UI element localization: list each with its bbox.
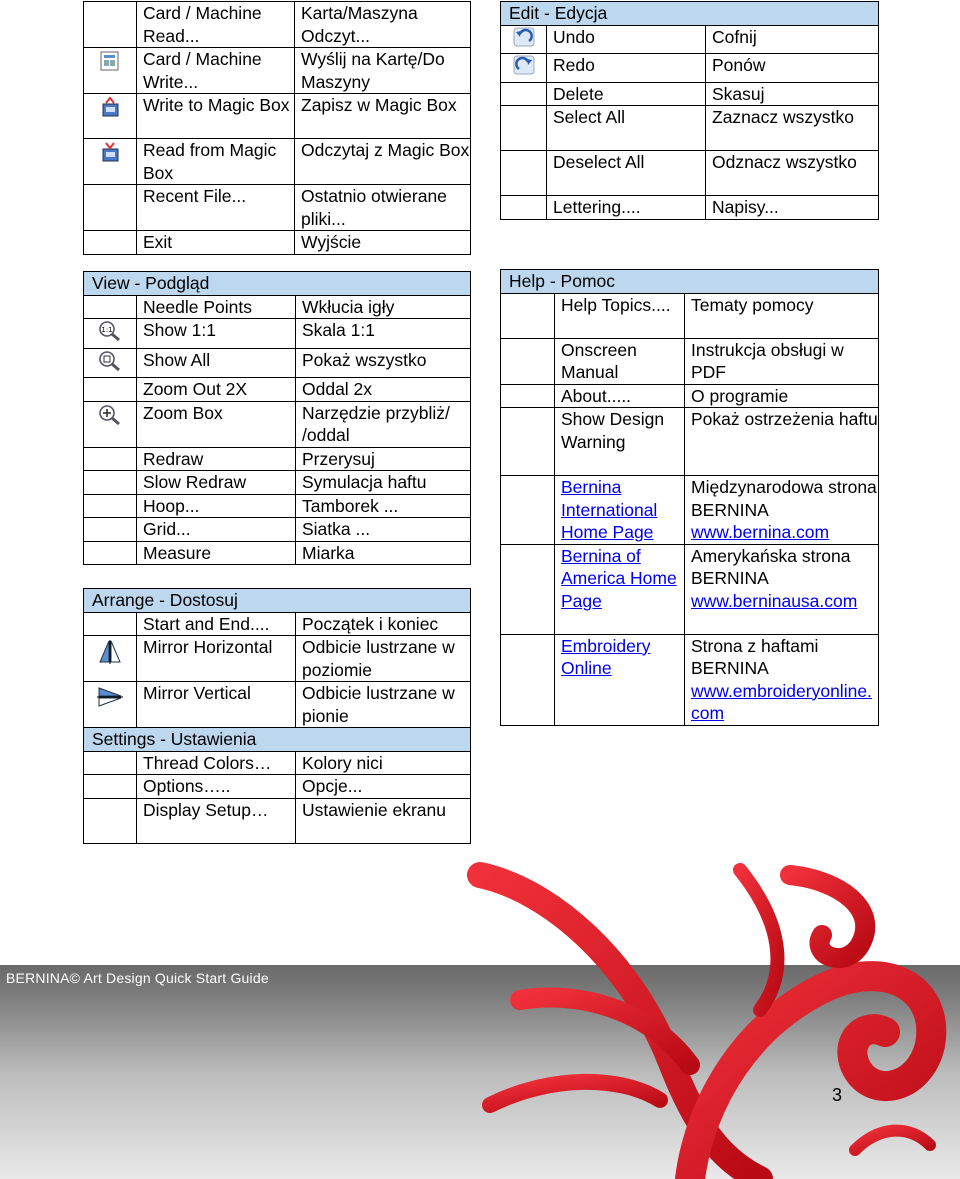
table-row [84, 94, 471, 139]
menu-item-pl: Wkłucia igły [296, 295, 471, 319]
menu-item-en: Onscreen Manual [555, 338, 685, 384]
menu-item-pl: Skasuj [706, 82, 879, 106]
table-row [84, 447, 471, 471]
show-1-1-icon [97, 320, 123, 342]
table-row [501, 408, 879, 476]
menu-item-pl: Ponów [706, 54, 879, 83]
embroidery-online-link[interactable]: Embroidery Online [561, 635, 651, 678]
table-row [84, 541, 471, 565]
menu-item-en: Deselect All [547, 151, 706, 196]
menu-item-pl: Symulacja haftu [296, 471, 471, 495]
table-row [501, 384, 879, 408]
table-row [84, 2, 471, 48]
menu-item-pl: Amerykańska strona BERNINA [691, 545, 851, 588]
magic-box-write-icon [97, 96, 123, 118]
menu-item-en: Display Setup… [137, 798, 296, 843]
menu-item-en: Help Topics.... [555, 293, 685, 338]
menu-item-en: About..... [555, 384, 685, 408]
table-row [84, 231, 471, 255]
table-row [501, 634, 879, 725]
menu-item-pl: Wyjście [295, 231, 471, 255]
menu-item-pl: Ustawienie ekranu [296, 798, 471, 843]
help-menu-table [500, 269, 879, 726]
menu-item-en: Hoop... [137, 494, 296, 518]
table-header-row [84, 272, 471, 296]
menu-item-pl: Strona z haftami BERNINA [691, 635, 819, 678]
menu-item-pl: Odczytaj z Magic Box [295, 139, 471, 185]
menu-item-pl: Zaznacz wszystko [706, 106, 879, 151]
table-header-row [84, 728, 471, 752]
menu-item-en: Undo [547, 25, 706, 54]
menu-item-en: Redo [547, 54, 706, 83]
menu-item-en: Select All [547, 106, 706, 151]
table-row [501, 544, 879, 634]
embroideryonline-com-link[interactable]: www.embroideryonline.com [691, 680, 872, 723]
embroidery-swirl-image [460, 850, 960, 1179]
menu-item-en: Start and End.... [137, 612, 296, 636]
menu-item-pl: Cofnij [706, 25, 879, 54]
redo-icon [511, 54, 537, 76]
magic-box-read-icon [97, 141, 123, 163]
section-title: Help - Pomoc [501, 270, 879, 294]
section-title: Arrange - Dostosuj [84, 589, 471, 613]
footer-title: BERNINA© Art Design Quick Start Guide [6, 970, 269, 986]
table-row [84, 139, 471, 185]
table-row [84, 378, 471, 402]
section-title: Settings - Ustawienia [84, 728, 471, 752]
page-number: 3 [832, 1085, 843, 1105]
table-row [84, 518, 471, 542]
menu-item-en: Options….. [137, 775, 296, 799]
table-row [501, 106, 879, 151]
menu-item-pl: Międzynarodowa strona BERNINA [691, 477, 877, 520]
menu-item-en: Zoom Box [137, 401, 296, 447]
table-row [84, 185, 471, 231]
menu-item-pl: Miarka [296, 541, 471, 565]
table-row [84, 798, 471, 843]
table-row [84, 775, 471, 799]
menu-item-pl: Odbicie lustrzane w poziomie [296, 636, 471, 682]
menu-item-en: Write to Magic Box [137, 94, 295, 139]
menu-item-pl: Opcje... [296, 775, 471, 799]
menu-item-en: Read from Magic Box [137, 139, 295, 185]
section-title: View - Podgląd [84, 272, 471, 296]
table-row [501, 476, 879, 545]
menu-item-pl: Początek i koniec [296, 612, 471, 636]
menu-item-en: Zoom Out 2X [137, 378, 296, 402]
menu-item-en: Card / Machine Read... [137, 2, 295, 48]
table-row [501, 151, 879, 196]
bernina-international-link[interactable]: Bernina International Home Page [561, 477, 658, 542]
table-row [84, 295, 471, 319]
menu-item-pl: Przerysuj [296, 447, 471, 471]
menu-item-pl: Instrukcja obsługi w PDF [685, 338, 879, 384]
table-row [84, 751, 471, 775]
table-row [84, 348, 471, 378]
menu-item-en: Needle Points [137, 295, 296, 319]
table-row [501, 196, 879, 220]
menu-item-pl: Pokaż ostrzeżenia haftu [685, 408, 879, 476]
menu-item-en: Thread Colors… [137, 751, 296, 775]
undo-icon [511, 26, 537, 48]
menu-item-en: Slow Redraw [137, 471, 296, 495]
table-row [84, 682, 471, 728]
arrange-settings-table [83, 588, 471, 844]
menu-item-en: Mirror Horizontal [137, 636, 296, 682]
table-row [501, 293, 879, 338]
menu-item-en: Grid... [137, 518, 296, 542]
table-row [84, 494, 471, 518]
table-row [501, 25, 879, 54]
table-row [501, 82, 879, 106]
menu-item-pl: Odbicie lustrzane w pionie [296, 682, 471, 728]
berninausa-com-link[interactable]: www.berninausa.com [691, 590, 858, 611]
table-header-row [501, 2, 879, 26]
view-menu-table [83, 271, 471, 565]
menu-item-pl: Narzędzie przybliż/ /oddal [296, 401, 471, 447]
menu-item-en: Card / Machine Write... [137, 48, 295, 94]
menu-item-pl: O programie [685, 384, 879, 408]
menu-item-en: Exit [137, 231, 295, 255]
table-row [84, 48, 471, 94]
menu-item-en: Measure [137, 541, 296, 565]
menu-item-en: Show 1:1 [137, 319, 296, 349]
edit-menu-table [500, 1, 879, 220]
section-title: Edit - Edycja [501, 2, 879, 26]
menu-item-pl: Odznacz wszystko [706, 151, 879, 196]
menu-item-en: Show All [137, 348, 296, 378]
table-row [84, 636, 471, 682]
bernina-of-america-link[interactable]: Bernina of America Home Page [561, 545, 677, 611]
show-all-icon [97, 350, 123, 372]
menu-item-en: Lettering.... [547, 196, 706, 220]
menu-item-en: Redraw [137, 447, 296, 471]
mirror-vertical-icon [97, 684, 123, 710]
menu-item-pl: Napisy... [706, 196, 879, 220]
table-row [84, 401, 471, 447]
menu-item-pl: Wyślij na Kartę/Do Maszyny [295, 48, 471, 94]
menu-item-en: Recent File... [137, 185, 295, 231]
menu-item-pl: Karta/Maszyna Odczyt... [295, 2, 471, 48]
menu-item-pl: Siatka ... [296, 518, 471, 542]
menu-item-pl: Pokaż wszystko [296, 348, 471, 378]
svg-text:1:1: 1:1 [101, 326, 113, 334]
mirror-horizontal-icon [97, 638, 123, 664]
table-header-row [84, 589, 471, 613]
table-row [84, 319, 471, 349]
table-header-row [501, 270, 879, 294]
menu-item-en: Delete [547, 82, 706, 106]
menu-item-pl: Ostatnio otwierane pliki... [295, 185, 471, 231]
menu-item-pl: Skala 1:1 [296, 319, 471, 349]
menu-item-pl: Oddal 2x [296, 378, 471, 402]
menu-item-pl: Tamborek ... [296, 494, 471, 518]
menu-item-pl: Tematy pomocy [685, 293, 879, 338]
menu-item-en: Show Design Warning [555, 408, 685, 476]
table-row [84, 471, 471, 495]
menu-item-pl: Zapisz w Magic Box [295, 94, 471, 139]
card-write-icon [97, 50, 123, 72]
table-row [501, 338, 879, 384]
menu-item-en: Mirror Vertical [137, 682, 296, 728]
menu-item-pl: Kolory nici [296, 751, 471, 775]
zoom-box-icon [97, 404, 123, 426]
bernina-com-link[interactable]: www.bernina.com [691, 522, 830, 542]
table-row [501, 54, 879, 83]
table-row [84, 612, 471, 636]
file-menu-table [83, 1, 471, 255]
